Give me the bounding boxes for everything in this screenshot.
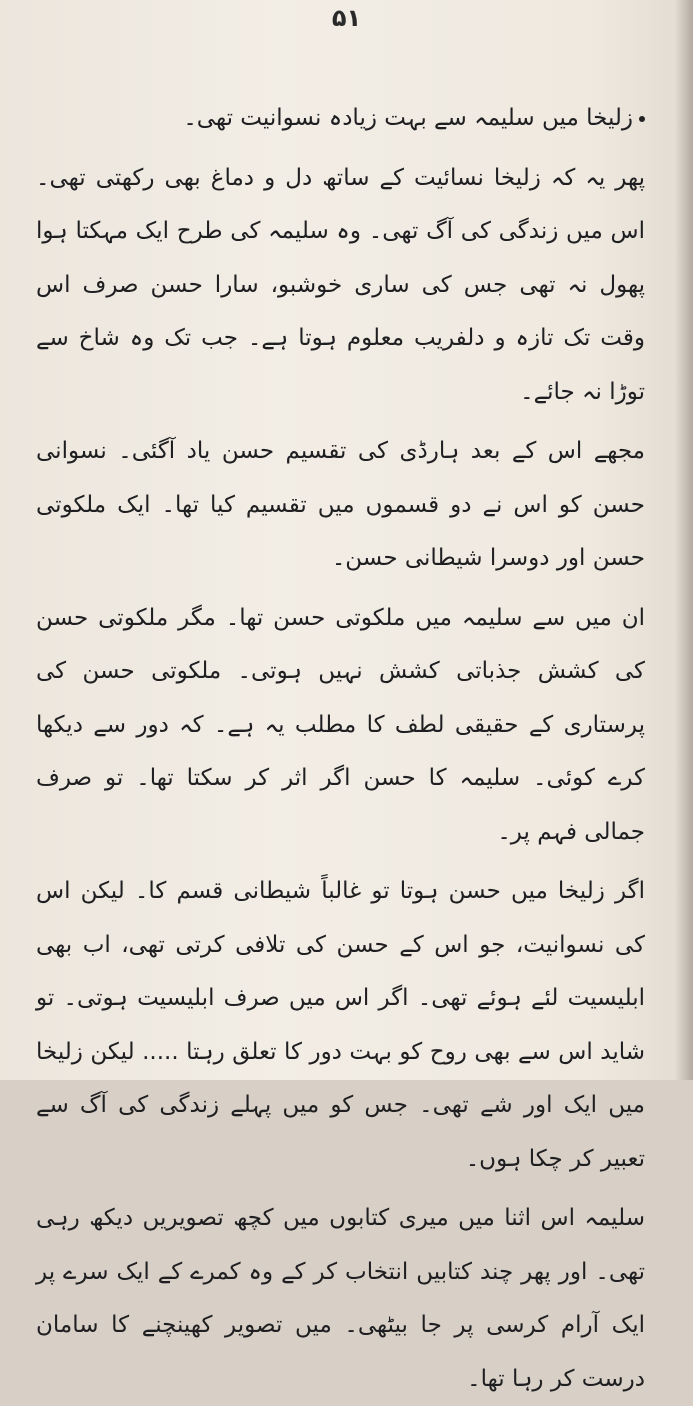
paragraph: مجھے اس کے بعد ہارڈی کی تقسیم حسن یاد آگئی۔ نسوانی حسن کو اس نے دو قسموں میں تقسیم کیا تھا۔ ایک ملکوتی حسن اور دوسرا شیطانی حسن۔ <box>36 438 645 571</box>
page-number: ۵۱ <box>331 4 362 32</box>
page-edge-shadow <box>675 0 693 1080</box>
paragraph: پھر یہ کہ زلیخا نسائیت کے ساتھ دل و دماغ بھی رکھتی تھی۔ اس میں زندگی کی آگ تھی۔ وہ سلیمہ کی طرح ایک مہکتا ہوا پھول نہ تھی جس کی ساری خوشبو، سارا حسن صرف اس وقت تک تازہ و دلفریب معلوم ہوتا ہے۔ جب تک وہ شاخ سے توڑا نہ جائے۔ <box>36 164 645 405</box>
paragraph-text: زلیخا میں سلیمہ سے بہت زیادہ نسوانیت تھی۔ <box>183 105 633 131</box>
page-body-text <box>36 92 645 1406</box>
bullet-dot-icon <box>639 116 645 122</box>
paragraph <box>36 92 645 146</box>
paragraph: سلیمہ اس اثنا میں میری کتابوں میں کچھ تصویریں دیکھ رہی تھی۔ اور پھر چند کتابیں انتخاب کر کے وہ کمرے کے ایک سرے پر ایک آرام کرسی پر جا بیٹھی۔ میں تصویر کھینچنے کا سامان درست کر رہا تھا۔ <box>36 1205 645 1392</box>
paragraph: ان میں سے سلیمہ میں ملکوتی حسن تھا۔ مگر ملکوتی حسن کی کشش جذباتی کشش نہیں ہوتی۔ ملکوتی حسن کی پرستاری کے حقیقی لطف کا مطلب یہ ہے۔ کہ دور سے دیکھا کرے کوئی۔ سلیمہ کا حسن اگر اثر کر سکتا تھا۔ تو صرف جمالی فہم پر۔ <box>36 604 645 845</box>
paragraph: اگر زلیخا میں حسن ہوتا تو غالباً شیطانی قسم کا۔ لیکن اس کی نسوانیت، جو اس کے حسن کی تلافی کرتی تھی، اب بھی ابلیسیت لئے ہوئے تھی۔ اگر اس میں صرف ابلیسیت ہوتی۔ تو شاید اس سے بھی روح کو بہت دور کا تعلق رہتا ..... لیکن زلیخا میں ایک اور شے تھی۔ جس کو میں پہلے زندگی کی آگ سے تعبیر کر چکا ہوں۔ <box>36 878 645 1172</box>
